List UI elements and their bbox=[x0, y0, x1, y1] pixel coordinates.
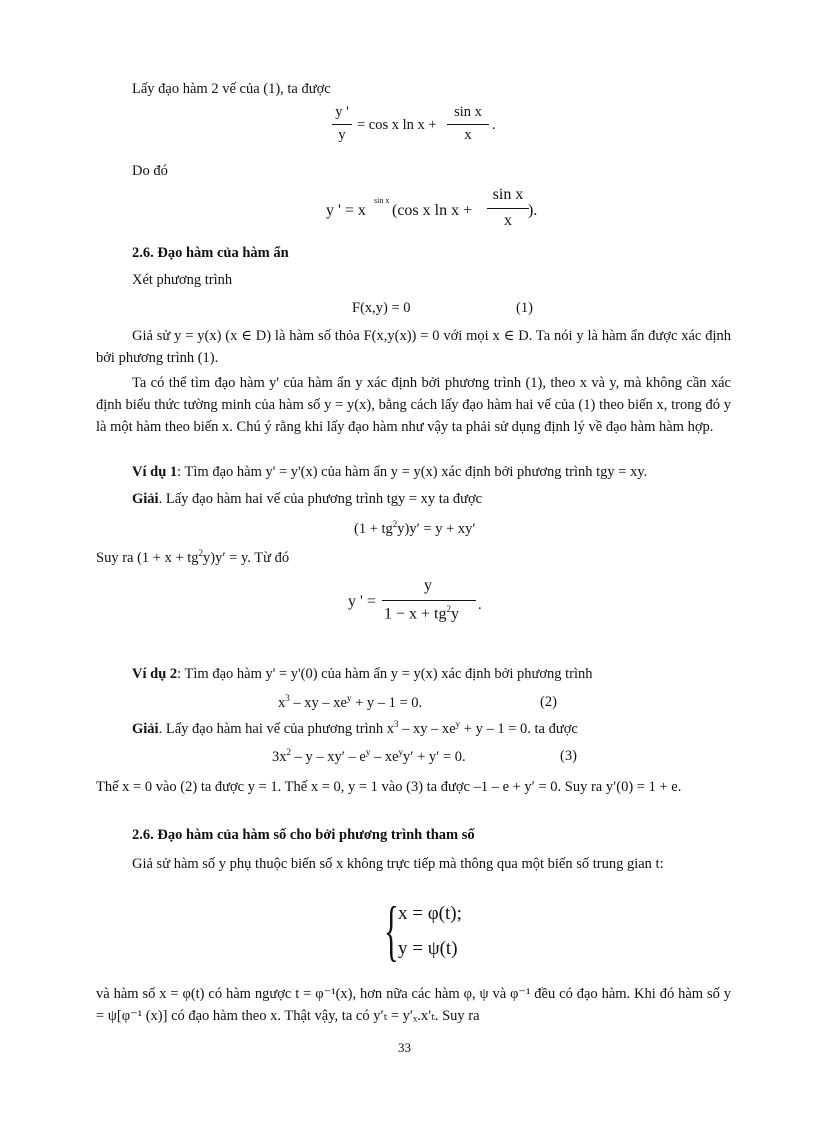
text-line: Suy ra $(1 + x + tg^2y)y' = y$. Từ đó bbox=[96, 548, 290, 566]
equation-F: F(x,y) = 0 bbox=[352, 300, 411, 316]
eq-denominator: x bbox=[464, 127, 472, 143]
equation-number: (1) bbox=[516, 300, 533, 316]
equation-6: $3x^2 - y - xy' - e^y - xe^yy' + y' = 0$. bbox=[272, 747, 466, 765]
equation-number: (3) bbox=[560, 748, 577, 764]
eq-text: = cos x ln x + bbox=[357, 117, 437, 133]
paragraph: Giả sử hàm số y phụ thuộc biến số x không trực tiếp mà thông qua một biến số trung gian t: bbox=[132, 856, 664, 872]
eq-numerator: sin x bbox=[454, 104, 482, 120]
solution-1: Giải. Lấy đạo hàm hai vế của phương trình tgy = xy ta được bbox=[132, 491, 483, 507]
eq-numerator: y ' bbox=[335, 104, 349, 120]
text-line: Lấy đạo hàm 2 vế của (1), ta được bbox=[132, 81, 331, 97]
paragraph: Giả sử y = y(x) (x ∈ D) là hàm số thỏa F(x,y(x)) = 0 với mọi x ∈ D. Ta nói y là hàm ẩn được xác định bởi phương trình (1). bbox=[96, 328, 731, 366]
eq-denominator: y bbox=[338, 127, 346, 143]
equation-5: $x^3$ – xy – $xe^y + y - 1 = 0$. bbox=[278, 693, 423, 711]
example-2: Ví dụ 2: Tìm đạo hàm y' = y'(0) của hàm ẩn y = y(x) xác định bởi phương trình bbox=[132, 666, 593, 682]
paragraph: và hàm số x = φ(t) có hàm ngược t = φ⁻¹(x), hơn nữa các hàm φ, ψ và φ⁻¹ đều có đạo hàm. Khi đó hàm số y = ψ[φ⁻¹ (x)] có đạo hàm theo x. Thật vậy, ta có y′ₜ = y′ₓ.x′ₜ. Suy ra bbox=[96, 986, 731, 1024]
section-heading: 2.6. Đạo hàm của hàm ẩn bbox=[132, 245, 289, 261]
solution-2: Giải. Lấy đạo hàm hai vế của phương trình $x^3$ – xy – $xe^y + y - 1 = 0$. ta được bbox=[132, 719, 578, 737]
equation-3: $(1 + tg^2y)y' = y + xy'$ bbox=[354, 519, 476, 537]
example-1: Ví dụ 1: Tìm đạo hàm y' = y'(x) của hàm ẩn y = y(x) xác định bởi phương trình tgy = xy. bbox=[132, 464, 648, 480]
paragraph: Thế x = 0 vào (2) ta được y = 1. Thế x = 0, y = 1 vào (3) ta được –1 – e + y′ = 0. Suy ra y′(0) = 1 + e. bbox=[96, 779, 682, 795]
paragraph: Ta có thể tìm đạo hàm y' của hàm ẩn y xác định bởi phương trình (1), theo x và y, mà không cần xác định biểu thức tường minh của hàm số y = y(x), bằng cách lấy đạo hàm hai vế của (1) theo biến x, trong đó y là một hàm theo biến x. Chú ý rằng khi lấy đạo hàm như vậy ta phải sử dụng định lý về đạo hàm hàm hợp. bbox=[96, 375, 731, 435]
text-line: Xét phương trình bbox=[132, 272, 233, 288]
page-number: 33 bbox=[398, 1040, 411, 1055]
section-heading: 2.6. Đạo hàm của hàm số cho bởi phương trình tham số bbox=[132, 827, 475, 843]
brace: { bbox=[384, 892, 399, 968]
equation-number: (2) bbox=[540, 694, 557, 710]
text-line: Do đó bbox=[132, 163, 168, 179]
